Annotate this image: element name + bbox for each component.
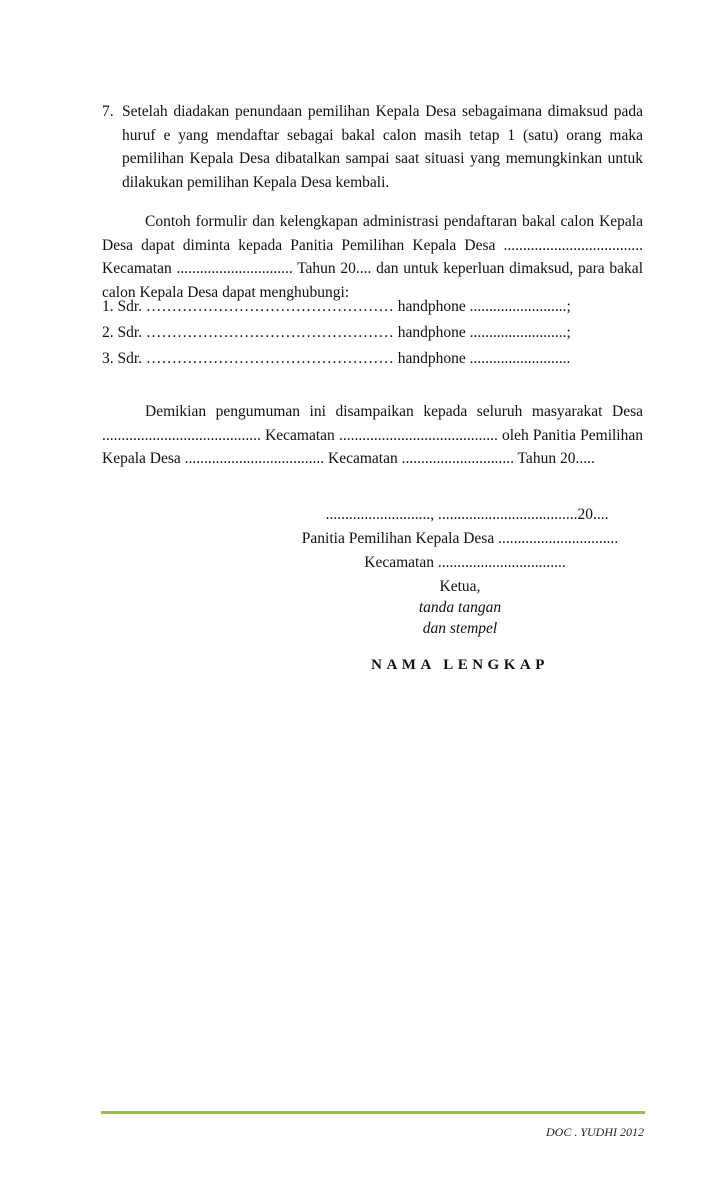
paragraph-closing: Demikian pengumuman ini disampaikan kepada seluruh masyarakat Desa ......................................... Kecamatan ......................................... oleh Panitia Pemilihan Kepala Desa .................................... Kecamatan ............................. Tahun 20..... (102, 403, 643, 467)
contact-list (102, 294, 643, 372)
numbered-item-7 (102, 100, 643, 194)
stamp-line-1: tanda tangan (418, 599, 502, 616)
footer-divider (101, 1111, 645, 1114)
contact-item: 2. Sdr. ………………………………………… handphone .........................; (102, 324, 571, 341)
item-text: Setelah diadakan penundaan pemilihan Kepala Desa sebagaimana dimaksud pada huruf e yang mendaftar sebagai bakal calon masih tetap 1 (satu) orang maka pemilihan Kepala Desa dibatalkan sampai saat situasi yang memungkinkan untuk dilakukan pemilihan Kepala Desa kembali. (122, 103, 643, 191)
paragraph-registration-info: Contoh formulir dan kelengkapan administrasi pendaftaran bakal calon Kepala Desa dapat diminta kepada Panitia Pemilihan Kepala Desa .................................... Kecamatan .............................. Tahun 20.... dan untuk keperluan dimaksud, para bakal calon Kepala Desa dapat menghubungi: (102, 213, 643, 301)
contact-item: 3. Sdr. ………………………………………… handphone .......................... (102, 350, 571, 367)
item-number: 7. (102, 103, 114, 120)
role-line: Ketua, (439, 578, 481, 595)
signature-stamp-placeholder (330, 597, 590, 639)
signature-block (270, 503, 650, 599)
committee-line: Panitia Pemilihan Kepala Desa ............................... (301, 530, 619, 547)
contact-item: 1. Sdr. ………………………………………… handphone .........................; (102, 298, 571, 315)
district-line: Kecamatan ................................. (364, 554, 566, 571)
stamp-line-2: dan stempel (422, 620, 498, 637)
footer-label: DOC . YUDHI 2012 (545, 1125, 644, 1139)
place-date-line: ..........................., ....................................20.... (325, 506, 609, 523)
full-name: NAMA LENGKAP (371, 657, 549, 673)
